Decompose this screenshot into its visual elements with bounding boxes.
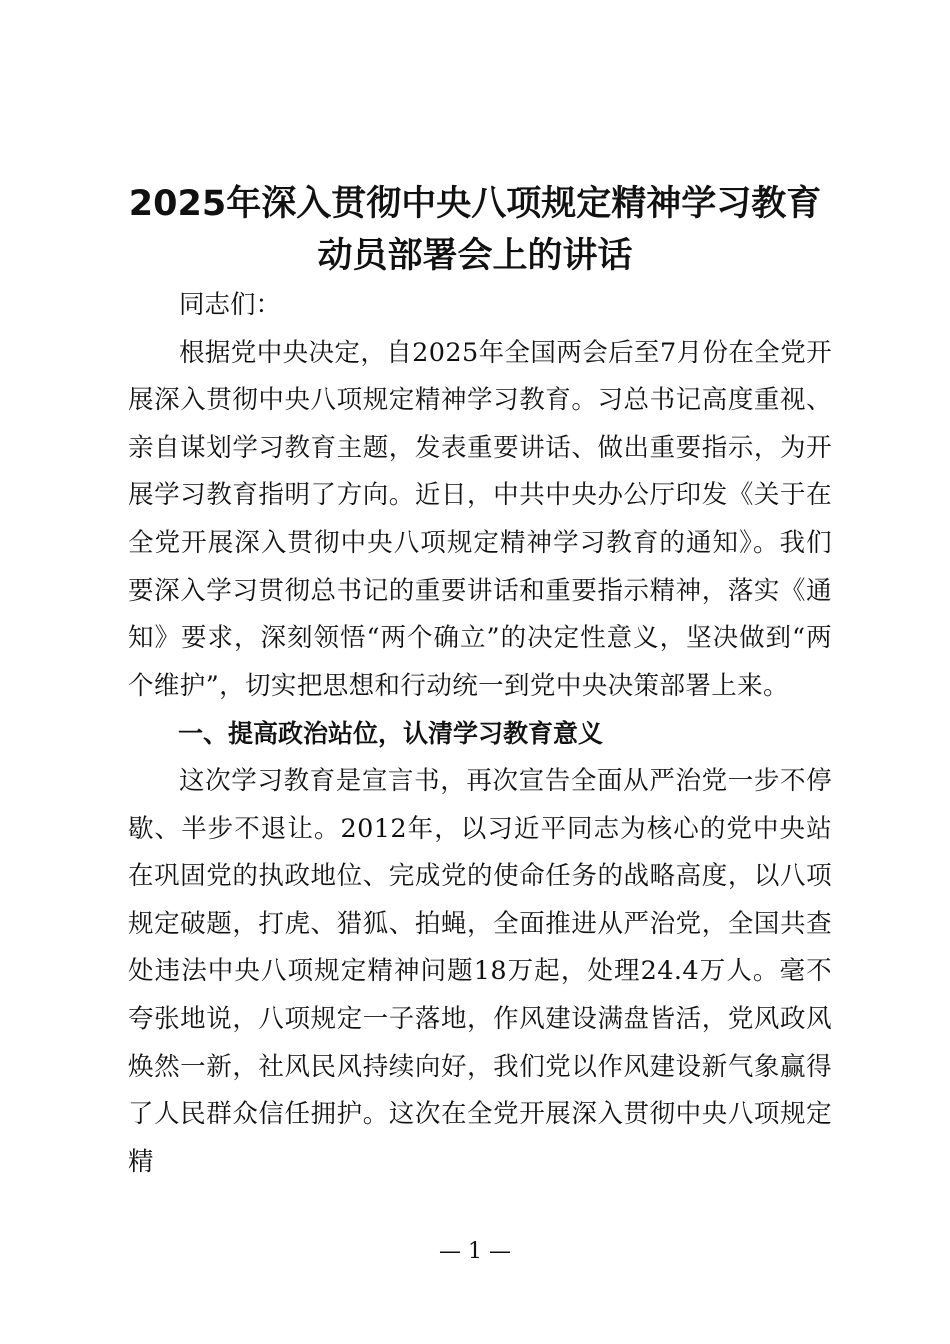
title-line-2: 动员部署会上的讲话 xyxy=(317,236,633,276)
document-body xyxy=(128,282,832,1186)
page-number: — 1 — xyxy=(439,1239,511,1264)
title-line-1: 2025年深入贯彻中央八项规定精神学习教育 xyxy=(128,184,822,224)
paragraph-1: 根据党中央决定，自2025年全国两会后至7月份在全党开展深入贯彻中央八项规定精神学习教育。习总书记高度重视、亲自谋划学习教育主题，发表重要讲话、做出重要指示，为开展学习教育指明了方向。近日，中共中央办公厅印发《关于在全党开展深入贯彻中央八项规定精神学习教育的通知》。我们要深入学习贯彻总书记的重要讲话和重要指示精神，落实《通知》要求，深刻领悟“两个确立”的决定性意义，坚决做到“两个维护”，切实把思想和行动统一到党中央决策部署上来。 xyxy=(128,337,832,701)
document-title xyxy=(100,178,850,282)
section-heading-1: 一、提高政治站位，认清学习教育意义 xyxy=(178,719,604,749)
paragraph-2: 这次学习教育是宣言书，再次宣告全面从严治党一步不停歇、半步不退让。2012年，以习近平同志为核心的党中央站在巩固党的执政地位、完成党的使命任务的战略高度，以八项规定破题，打虎、猎狐、拍蝇，全面推进从严治党，全国共查处违法中央八项规定精神问题18万起，处理24.4万人。毫不夸张地说，八项规定一子落地，作风建设满盘皆活，党风政风焕然一新，社风民风持续向好，我们党以作风建设新气象赢得了人民群众信任拥护。这次在全党开展深入贯彻中央八项规定精 xyxy=(128,765,832,1177)
salutation: 同志们： xyxy=(179,290,282,320)
